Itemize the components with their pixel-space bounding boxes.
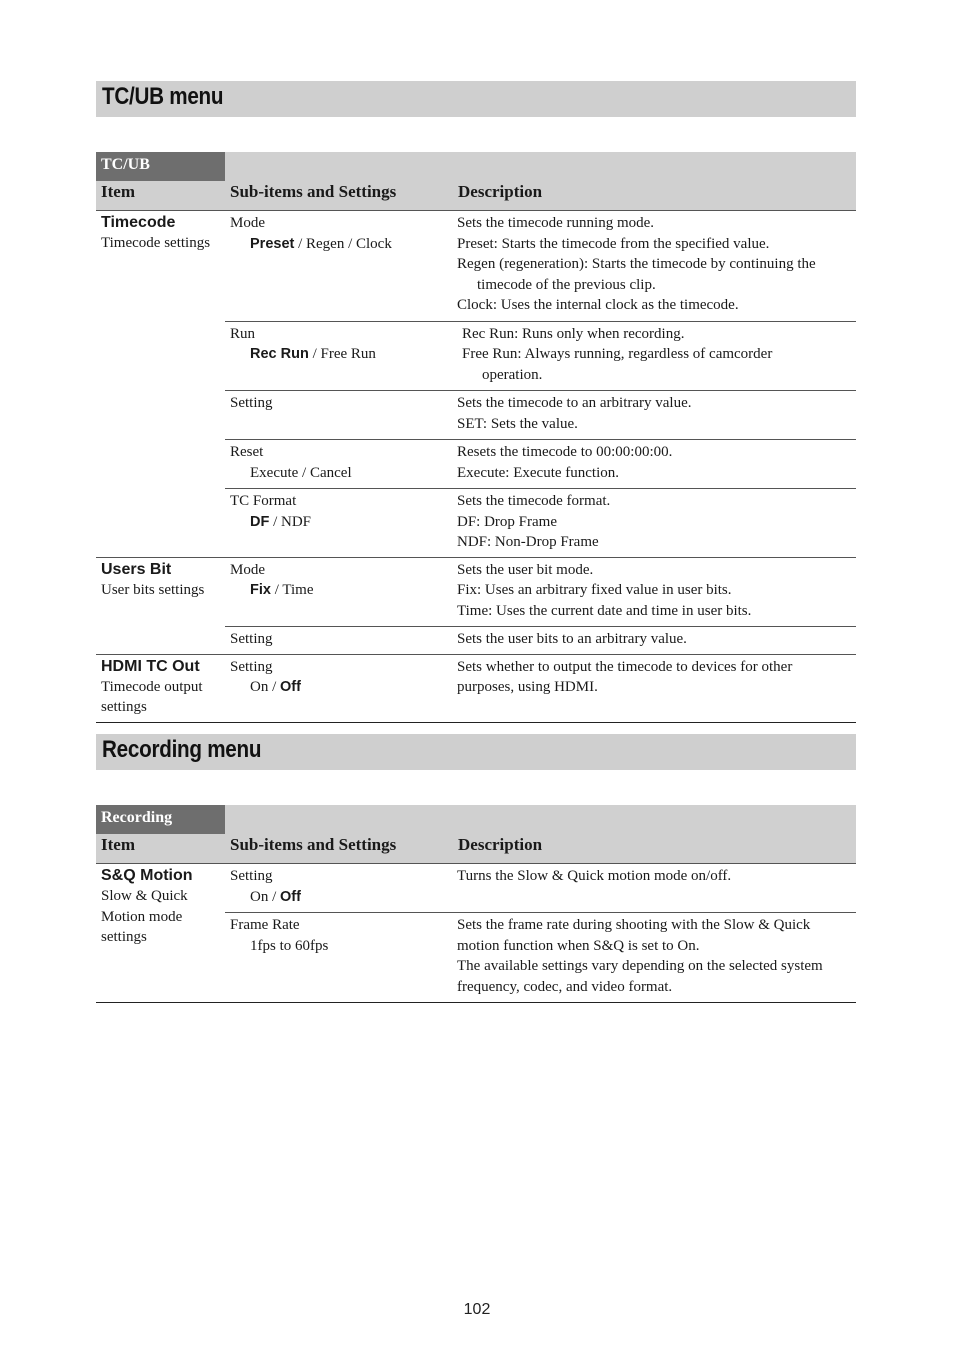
table-header [96,805,856,864]
header-sub-items: Sub-items and Settings [230,182,397,201]
sub-item-options: On / Off [250,679,301,695]
sub-item-options: Preset / Regen / Clock [250,235,392,252]
description: Sets the timecode to an arbitrary value. SET: Sets the value. [457,395,692,432]
sub-item-label: Mode [230,215,265,231]
item-name: HDMI TC Out [101,657,200,675]
table-row [225,211,856,322]
recording-table [96,805,856,1003]
sub-item-options: 1fps to 60fps [250,937,329,954]
header-item: Item [101,182,135,201]
sub-item-options: On / Off [250,888,301,905]
header-description: Description [458,835,543,854]
description: Sets the timecode format. DF: Drop Frame NDF: Non-Drop Frame [457,493,611,550]
table-row [225,391,856,440]
description: Sets the user bit mode. Fix: Uses an arbitrary fixed value in user bits. Time: Uses the current date and time in user bits. [457,561,752,619]
sub-item-options: DF / NDF [250,513,312,530]
description: Sets the frame rate during shooting with the Slow & Quick motion function when S&Q is set to On. The available settings vary depending on the selected system frequency, codec, and video format. [457,917,823,995]
section-title: TC/UB menu [102,83,224,110]
sub-item-label: Setting [230,868,273,884]
header-description: Description [458,182,543,201]
sub-item-label: Setting [230,395,273,411]
table-row [225,558,856,628]
table-row [225,489,856,558]
table-row [225,864,856,913]
item-cell [101,213,225,254]
sub-item-options: Execute / Cancel [250,464,352,481]
description: Rec Run: Runs only when recording. Free Run: Always running, regardless of camcorder operation. [462,325,773,383]
item-description: User bits settings [101,581,205,598]
table-row [225,655,856,722]
sub-item-label: TC Format [230,493,297,509]
item-group-hdmi-tc-out [96,655,856,723]
item-group-timecode [96,211,856,558]
item-cell [101,657,225,718]
item-description: Timecode settings [101,235,211,251]
sub-item-label: Setting [230,658,273,675]
item-name: Timecode [101,214,176,231]
item-cell [101,866,225,948]
sub-item-options: Rec Run / Free Run [250,346,376,362]
item-description: Motion mode [101,908,183,925]
table-row [225,440,856,489]
header-sub-items: Sub-items and Settings [230,835,397,854]
item-description: settings [101,929,147,945]
description: Turns the Slow & Quick motion mode on/off. [457,868,732,884]
description: Sets the timecode running mode. Preset: Starts the timecode from the specified value. Regen (regeneration): Starts the timecode by continuing the timecode of the previous clip. Clock: Uses the internal clock as the timecode. [457,215,816,313]
menu-tab: Recording [96,805,225,834]
item-name: Users Bit [101,560,172,578]
item-description: Timecode output [101,678,203,695]
tcub-table [96,152,856,723]
description: Sets whether to output the timecode to devices for other purposes, using HDMI. [457,658,793,695]
header-item: Item [101,835,135,854]
item-name: S&Q Motion [101,867,193,884]
sub-item-label: Reset [230,444,264,460]
recording-section-header [96,734,856,770]
table-header [96,152,856,211]
sub-item-options: Fix / Time [250,582,314,598]
page-number: 102 [463,1301,491,1318]
tcub-section-header [96,81,856,117]
menu-tab: TC/UB [96,152,225,181]
sub-item-label: Mode [230,561,265,578]
table-row [225,627,856,655]
item-cell [101,560,225,601]
sub-item-label: Run [230,325,256,342]
item-group-users-bit [96,558,856,655]
item-description: Slow & Quick [101,888,188,904]
sub-item-label: Frame Rate [230,917,300,933]
description: Resets the timecode to 00:00:00:00. Execute: Execute function. [457,444,673,481]
item-description: settings [101,699,147,715]
section-title: Recording menu [102,736,262,763]
description: Sets the user bits to an arbitrary value. [457,631,687,647]
item-group-sq-motion [96,864,856,1003]
table-row [225,322,856,392]
table-row [225,913,856,1002]
sub-item-label: Setting [230,631,273,647]
